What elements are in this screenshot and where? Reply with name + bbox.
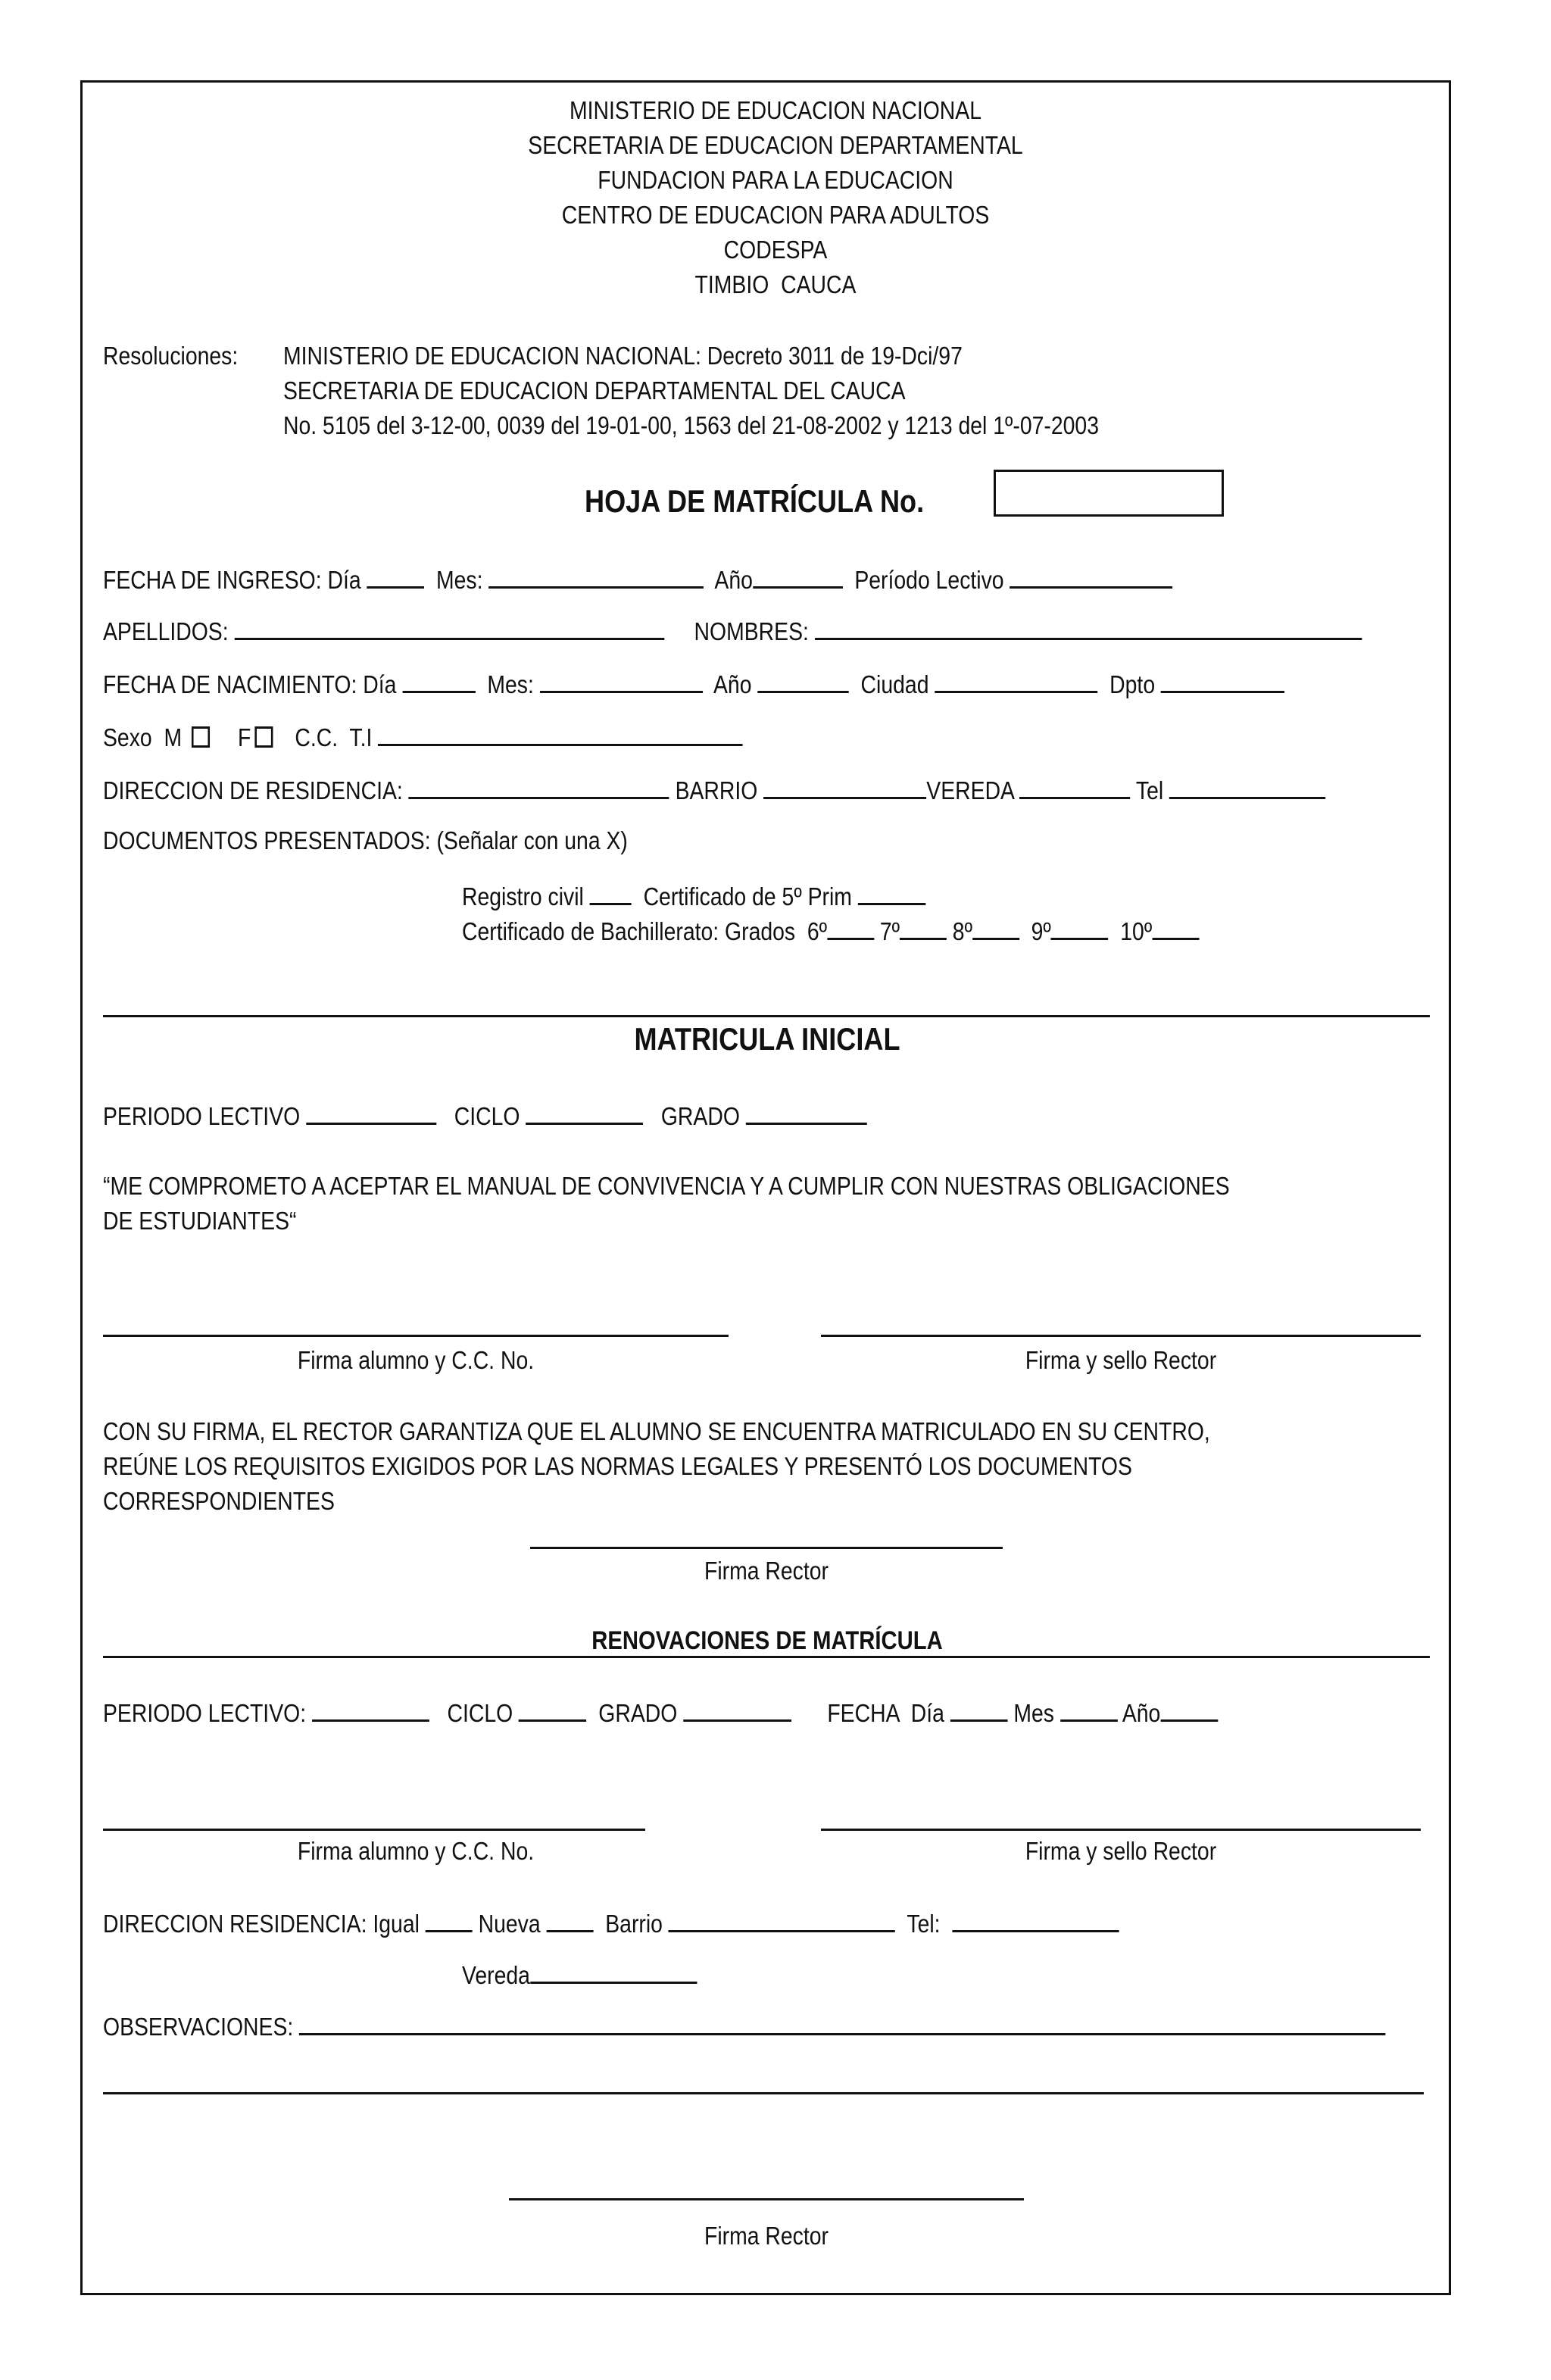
renov-nueva-label: Nueva — [478, 1910, 541, 1938]
residencia-row — [103, 774, 1325, 806]
nacimiento-mes-field[interactable] — [540, 668, 703, 693]
residencia-barrio-field[interactable] — [763, 774, 926, 799]
garantia-line-2: REÚNE LOS REQUISITOS EXIGIDOS POR LAS NORMAS LEGALES Y PRESENTÓ LOS DOCUMENTOS — [103, 1452, 1132, 1480]
garantia-line-1: CON SU FIRMA, EL RECTOR GARANTIZA QUE EL ALUMNO SE ENCUENTRA MATRICULADO EN SU CENTRO, — [103, 1417, 1210, 1445]
ti-label: T.I — [349, 723, 373, 751]
ciclo-field[interactable] — [526, 1100, 643, 1125]
fecha-ingreso-label: FECHA DE INGRESO: Día — [103, 566, 361, 594]
renovaciones-title: RENOVACIONES DE MATRÍCULA — [588, 1626, 947, 1655]
resoluciones-line-1: MINISTERIO DE EDUCACION NACIONAL: Decreto 3011 de 19-Dci/97 — [283, 342, 963, 370]
nacimiento-dpto-label: Dpto — [1109, 670, 1156, 698]
divider-renovaciones — [103, 1656, 1430, 1658]
residencia-vereda-field[interactable] — [1019, 774, 1130, 799]
periodo-lectivo-field[interactable] — [306, 1100, 436, 1125]
ingreso-periodo-field[interactable] — [1010, 564, 1172, 589]
grado-8-label: 8º — [952, 917, 972, 945]
grado-7-label: 7º — [879, 917, 900, 945]
renov-nueva-field[interactable] — [547, 1907, 594, 1932]
nombres-row — [103, 615, 1362, 647]
nacimiento-anio-field[interactable] — [757, 668, 848, 693]
firma-rector-label: Firma Rector — [704, 1557, 829, 1585]
page-title: HOJA DE MATRÍCULA No. — [585, 483, 925, 519]
grado-6-field[interactable] — [827, 915, 874, 940]
ingreso-periodo-label: Período Lectivo — [854, 566, 1004, 594]
renov-barrio-label: Barrio — [605, 1910, 663, 1938]
matricula-number-field[interactable] — [994, 470, 1224, 517]
header-line-2: SECRETARIA DE EDUCACION DEPARTAMENTAL — [528, 131, 1023, 159]
firma-rector-sello-line[interactable] — [821, 1335, 1421, 1337]
header-line-6: TIMBIO CAUCA — [694, 270, 857, 298]
renov-firma-rector-sello-label: Firma y sello Rector — [1025, 1837, 1217, 1865]
observaciones-label: OBSERVACIONES: — [103, 2013, 294, 2041]
garantia-line-3: CORRESPONDIENTES — [103, 1487, 335, 1515]
renov-anio-label: Año — [1122, 1699, 1161, 1727]
renov-ciclo-label: CICLO — [447, 1699, 513, 1727]
renov-firma-rector-label: Firma Rector — [704, 2222, 829, 2250]
fecha-ingreso-row — [103, 564, 1172, 595]
renov-ciclo-field[interactable] — [519, 1697, 586, 1722]
grado-6-label: 6º — [807, 917, 828, 945]
renov-grado-label: GRADO — [598, 1699, 678, 1727]
header-line-3: FUNDACION PARA LA EDUCACION — [598, 166, 953, 194]
renov-firma-rector-line[interactable] — [509, 2198, 1024, 2200]
grado-8-field[interactable] — [972, 915, 1019, 940]
registro-civil-field[interactable] — [590, 880, 632, 905]
nacimiento-mes-label: Mes: — [487, 670, 534, 698]
documento-identidad-field[interactable] — [378, 721, 743, 746]
renov-vereda-label: Vereda — [462, 1961, 530, 1989]
renovaciones-title-wrap — [108, 1626, 1427, 1656]
grado-7-field[interactable] — [900, 915, 947, 940]
ciclo-label: CICLO — [454, 1102, 520, 1130]
sexo-f-label: F — [237, 723, 251, 751]
residencia-vereda-label: VEREDA — [926, 776, 1014, 804]
renov-anio-field[interactable] — [1160, 1697, 1218, 1722]
renov-vereda-field[interactable] — [530, 1959, 697, 1984]
renov-periodo-label: PERIODO LECTIVO: — [103, 1699, 307, 1727]
header-line-4: CENTRO DE EDUCACION PARA ADULTOS — [561, 201, 990, 229]
nacimiento-dpto-field[interactable] — [1161, 668, 1284, 693]
matricula-inicial-row — [103, 1100, 867, 1132]
apellidos-label: APELLIDOS: — [103, 617, 229, 645]
residencia-label: DIRECCION DE RESIDENCIA: — [103, 776, 403, 804]
renov-vereda-row — [462, 1959, 697, 1991]
bachillerato-label: Certificado de Bachillerato: Grados — [462, 917, 796, 945]
header-line-5: CODESPA — [723, 236, 828, 264]
renov-direccion-label: DIRECCION RESIDENCIA: Igual — [103, 1910, 420, 1938]
certificado-5-field[interactable] — [858, 880, 925, 905]
renov-barrio-field[interactable] — [669, 1907, 895, 1932]
ingreso-anio-field[interactable] — [753, 564, 843, 589]
sexo-row — [103, 721, 743, 753]
documentos-row-2 — [462, 915, 1199, 947]
firma-alumno-label: Firma alumno y C.C. No. — [297, 1346, 535, 1374]
renov-firma-rector-sello-line[interactable] — [821, 1829, 1421, 1831]
grado-10-field[interactable] — [1152, 915, 1199, 940]
firma-rector-line[interactable] — [530, 1547, 1003, 1549]
registro-civil-label: Registro civil — [462, 882, 584, 910]
renov-firma-alumno-line[interactable] — [103, 1829, 645, 1831]
nombres-field[interactable] — [815, 615, 1362, 640]
renov-tel-field[interactable] — [952, 1907, 1119, 1932]
resoluciones-line-3: No. 5105 del 3-12-00, 0039 del 19-01-00, 1563 del 21-08-2002 y 1213 del 1º-07-2003 — [283, 411, 1100, 439]
ingreso-dia-field[interactable] — [367, 564, 425, 589]
sexo-label: Sexo — [103, 723, 152, 751]
renov-mes-label: Mes — [1013, 1699, 1054, 1727]
apellidos-field[interactable] — [235, 615, 665, 640]
ingreso-mes-label: Mes: — [435, 566, 483, 594]
grado-9-field[interactable] — [1051, 915, 1109, 940]
nacimiento-ciudad-field[interactable] — [935, 668, 1097, 693]
compromiso-line-2: DE ESTUDIANTES“ — [103, 1207, 297, 1235]
renov-tel-label: Tel: — [907, 1910, 941, 1938]
observaciones-line-2[interactable] — [103, 2092, 1424, 2094]
nacimiento-ciudad-label: Ciudad — [860, 670, 929, 698]
renov-periodo-field[interactable] — [312, 1697, 429, 1722]
residencia-tel-field[interactable] — [1169, 774, 1325, 799]
grado-9-label: 9º — [1031, 917, 1051, 945]
firma-alumno-line[interactable] — [103, 1335, 729, 1337]
residencia-barrio-label: BARRIO — [675, 776, 758, 804]
grado-field[interactable] — [746, 1100, 867, 1125]
grado-10-label: 10º — [1120, 917, 1153, 945]
renov-direccion-row — [103, 1907, 1119, 1939]
resoluciones-label: Resoluciones: — [103, 342, 239, 370]
documentos-row-1 — [462, 880, 925, 912]
residencia-tel-label: Tel — [1135, 776, 1164, 804]
certificado-5-label: Certificado de 5º Prim — [643, 882, 852, 910]
ingreso-anio-label: Año — [714, 566, 753, 594]
renov-grado-field[interactable] — [683, 1697, 791, 1722]
sexo-m-checkbox[interactable] — [192, 726, 210, 748]
fecha-nacimiento-row — [103, 668, 1284, 700]
observaciones-field[interactable] — [299, 2010, 1385, 2035]
nacimiento-anio-label: Año — [713, 670, 752, 698]
renovaciones-row — [103, 1697, 1218, 1729]
nacimiento-dia-field[interactable] — [402, 668, 475, 693]
documentos-label: DOCUMENTOS PRESENTADOS: (Señalar con una X) — [103, 826, 628, 854]
renov-mes-field[interactable] — [1060, 1697, 1118, 1722]
renov-dia-field[interactable] — [950, 1697, 1008, 1722]
cc-label: C.C. — [295, 723, 339, 751]
periodo-lectivo-label: PERIODO LECTIVO — [103, 1102, 301, 1130]
header-line-1: MINISTERIO DE EDUCACION NACIONAL — [569, 96, 982, 124]
matricula-inicial-title: MATRICULA INICIAL — [634, 1021, 900, 1057]
observaciones-row — [103, 2010, 1386, 2042]
ingreso-mes-field[interactable] — [488, 564, 704, 589]
nacimiento-label: FECHA DE NACIMIENTO: Día — [103, 670, 397, 698]
sexo-f-checkbox[interactable] — [254, 726, 273, 748]
renov-firma-alumno-label: Firma alumno y C.C. No. — [297, 1837, 535, 1865]
renov-fecha-label: FECHA Día — [827, 1699, 944, 1727]
grado-label: GRADO — [660, 1102, 740, 1130]
nombres-label: NOMBRES: — [694, 617, 809, 645]
residencia-direccion-field[interactable] — [409, 774, 669, 799]
divider-matricula-inicial — [103, 1015, 1430, 1017]
renov-igual-field[interactable] — [426, 1907, 473, 1932]
resoluciones-line-2: SECRETARIA DE EDUCACION DEPARTAMENTAL DEL CAUCA — [283, 376, 906, 404]
firma-rector-sello-label: Firma y sello Rector — [1025, 1346, 1217, 1374]
compromiso-line-1: “ME COMPROMETO A ACEPTAR EL MANUAL DE CONVIVENCIA Y A CUMPLIR CON NUESTRAS OBLIGACIONES — [103, 1172, 1230, 1200]
sexo-m-label: M — [164, 723, 183, 751]
